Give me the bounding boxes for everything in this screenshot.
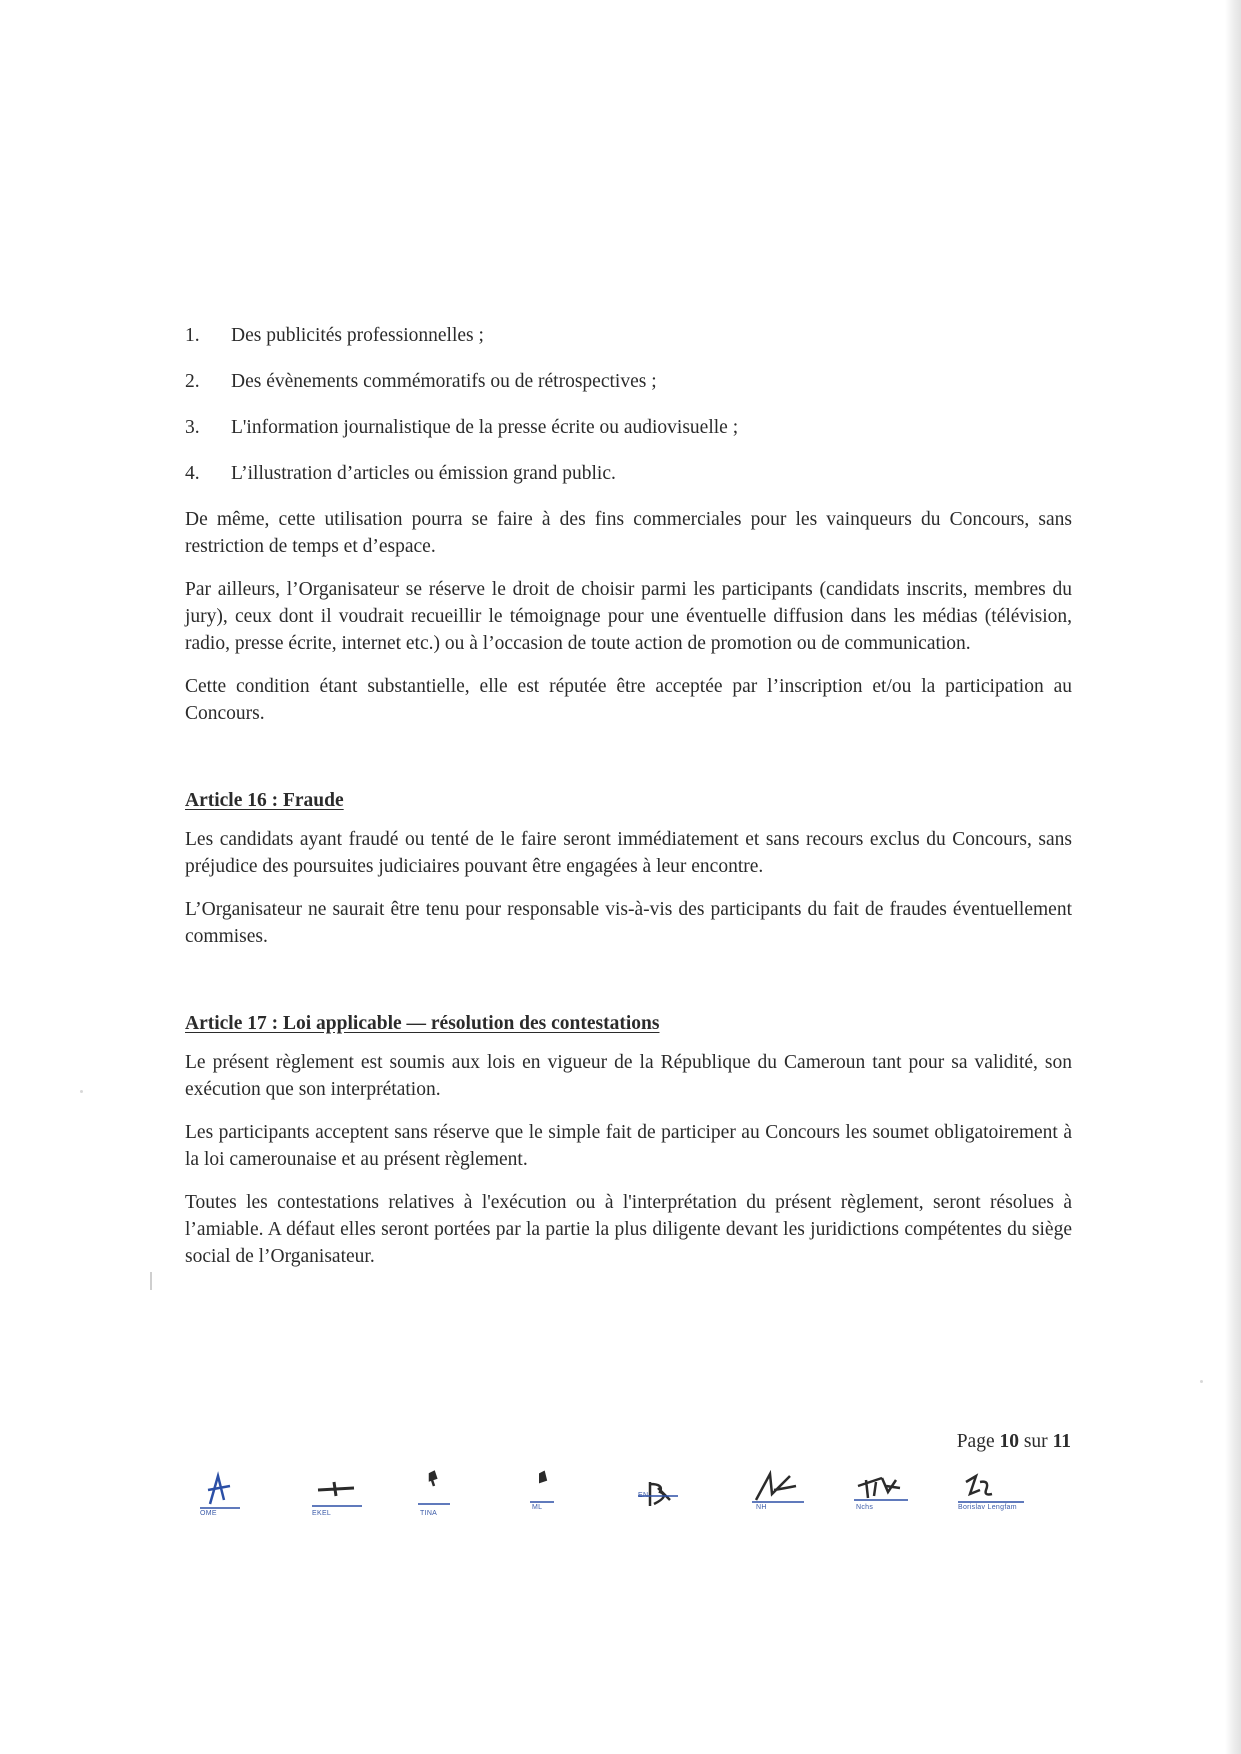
list-item <box>185 368 1072 395</box>
list-number: 2. <box>185 371 200 392</box>
initial-caption: OME <box>200 1510 217 1517</box>
paragraph-condition: Cette condition étant substantielle, elle est réputée être acceptée par l’inscription et/ou la participation au Concours. <box>185 676 1072 724</box>
initial-signature <box>636 1470 686 1520</box>
list-number: 1. <box>185 325 200 346</box>
initial-caption: Borislav Lengfam <box>958 1504 1017 1511</box>
article-17-heading: Article 17 : Loi applicable — résolution des contestations <box>185 1013 660 1034</box>
initial-signature <box>414 1470 464 1520</box>
article-16 <box>185 787 1072 950</box>
initial-signature <box>852 1470 912 1520</box>
signature-mark-icon <box>196 1470 246 1510</box>
article-16-paragraph: Les candidats ayant fraudé ou tenté de le faire seront immédiatement et sans recours exclus du Concours, sans préjudice des poursuites judiciaires pouvant être engagées à leur encontre. <box>185 829 1072 877</box>
paragraph-testimony: Par ailleurs, l’Organisateur se réserve le droit de choisir parmi les participants (candidats inscrits, membres du jury), ceux dont il voudrait recueillir le témoignage pour une éventuelle diffusion dans les médias (télévision, radio, presse écrite, internet etc.) ou à l’occasion de toute action de promotion ou de communication. <box>185 579 1072 654</box>
initial-caption: EKEL <box>312 1510 332 1517</box>
initial-signature <box>196 1470 256 1520</box>
list-number: 4. <box>185 463 200 484</box>
list-item <box>185 414 1072 441</box>
signature-mark-icon <box>414 1470 454 1510</box>
article-16-heading: Article 16 : Fraude <box>185 790 344 811</box>
initial-caption: Nchs <box>856 1504 874 1511</box>
initial-signature <box>956 1470 1026 1520</box>
paragraph-commercial-use: De même, cette utilisation pourra se faire à des fins commerciales pour les vainqueurs du Concours, sans restriction de temps et d’espace. <box>185 509 1072 557</box>
article-17-paragraph: Le présent règlement est soumis aux lois en vigueur de la République du Cameroun tant pour sa validité, son exécution que son interprétation. <box>185 1052 1072 1100</box>
initial-caption: NH <box>756 1504 767 1511</box>
article-17-paragraph: Toutes les contestations relatives à l'exécution ou à l'interprétation du présent règlement, seront résolues à l’amiable. A défaut elles seront portées par la partie la plus diligente devant les juridictions compétentes du siège social de l’Organisateur. <box>185 1192 1072 1267</box>
scan-stray-mark <box>150 1272 152 1290</box>
list-item <box>185 460 1072 487</box>
list-item <box>185 322 1072 349</box>
list-text: Des évènements commémoratifs ou de rétrospectives ; <box>231 371 657 392</box>
article-17 <box>185 1010 1072 1270</box>
list-number: 3. <box>185 417 200 438</box>
initial-caption: ML <box>532 1504 543 1511</box>
signature-mark-icon <box>636 1470 680 1510</box>
page-total: 11 <box>1052 1431 1071 1452</box>
page-word: Page <box>956 1431 995 1452</box>
article-17-paragraph: Les participants acceptent sans réserve que le simple fait de participer au Concours les soumet obligatoirement à la loi camerounaise et au présent règlement. <box>185 1122 1072 1170</box>
initial-caption: EN <box>638 1492 649 1499</box>
list-text: L’illustration d’articles ou émission grand public. <box>231 463 616 484</box>
initial-signature <box>528 1470 568 1520</box>
page-number <box>957 1431 1071 1453</box>
article-16-paragraph: L’Organisateur ne saurait être tenu pour responsable vis-à-vis des participants du fait de fraudes éventuellement commises. <box>185 899 1072 947</box>
initial-caption: TINA <box>420 1510 438 1517</box>
initial-signature <box>750 1470 810 1520</box>
scan-edge-shadow <box>1225 0 1241 1754</box>
sur-word: sur <box>1023 1431 1048 1452</box>
list-text: L'information journalistique de la presse écrite ou audiovisuelle ; <box>231 417 739 438</box>
usage-list <box>185 322 1072 487</box>
initial-signature <box>308 1470 368 1520</box>
page-current: 10 <box>999 1431 1019 1452</box>
scan-speck <box>1200 1380 1203 1383</box>
list-text: Des publicités professionnelles ; <box>231 325 484 346</box>
signature-mark-icon <box>308 1470 368 1510</box>
scan-speck <box>80 1090 83 1093</box>
document-body <box>185 322 1072 1286</box>
